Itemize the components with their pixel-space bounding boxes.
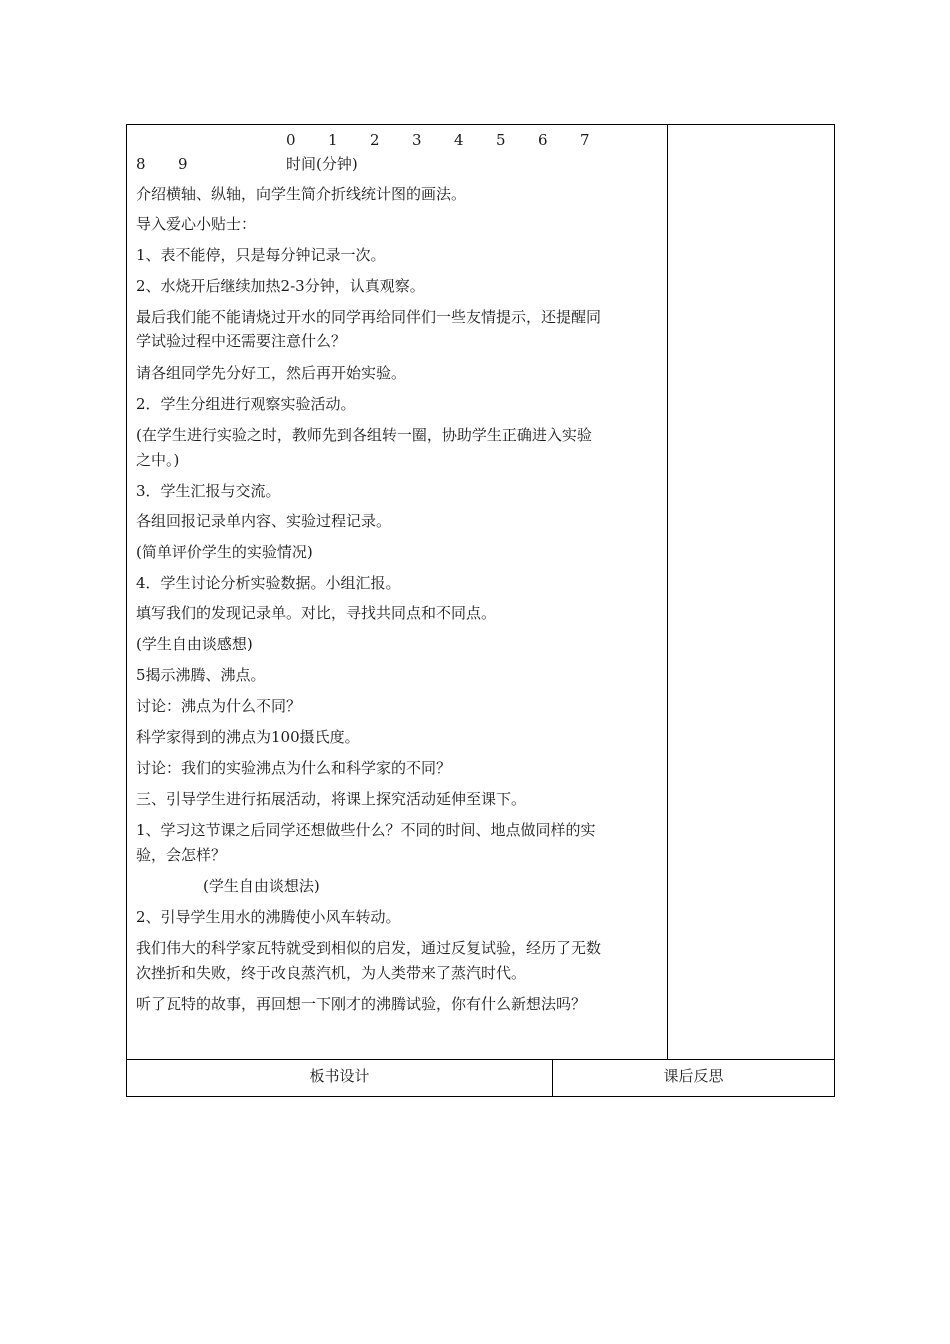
- text-line: 各组回报记录单内容、实验过程记录。: [136, 512, 392, 530]
- axis-tick: 2: [370, 131, 380, 149]
- reflection-cell: [553, 1060, 834, 1096]
- text-line: 4．学生讨论分析实验数据。小组汇报。: [136, 574, 401, 592]
- text-line: 听了瓦特的故事，再回想一下刚才的沸腾试验，你有什么新想法吗？: [136, 995, 587, 1013]
- text-line: (简单评价学生的实验情况): [136, 543, 313, 561]
- text-line: 导入爱心小贴士：: [136, 215, 257, 233]
- text-line: 3．学生汇报与交流。: [136, 482, 281, 500]
- text-line: 三、引导学生进行拓展活动，将课上探究活动延伸至课下。: [136, 790, 527, 808]
- axis-tick: 8: [136, 155, 146, 173]
- axis-label: 时间(分钟): [286, 155, 358, 173]
- text-line: 验，会怎样？: [136, 846, 227, 864]
- lesson-plan-table: [126, 124, 835, 1097]
- text-line: 讨论：我们的实验沸点为什么和科学家的不同？: [136, 759, 452, 777]
- text-line: 1、学习这节课之后同学还想做些什么？不同的时间、地点做同样的实: [136, 821, 596, 839]
- axis-tick: 6: [538, 131, 548, 149]
- text-line: 之中。): [136, 451, 180, 469]
- text-line: 介绍横轴、纵轴，向学生简介折线统计图的画法。: [136, 185, 467, 203]
- text-line: 2、水烧开后继续加热2-3分钟，认真观察。: [136, 277, 425, 295]
- board-design-label: 板书设计: [309, 1067, 370, 1085]
- text-line: 次挫折和失败，终于改良蒸汽机，为人类带来了蒸汽时代。: [136, 964, 527, 982]
- axis-tick: 3: [412, 131, 422, 149]
- text-line: 学试验过程中还需要注意什么？: [136, 332, 347, 350]
- board-design-cell: [127, 1060, 553, 1096]
- teaching-process-cell: [127, 125, 668, 1060]
- text-line: 2．学生分组进行观察实验活动。: [136, 395, 356, 413]
- side-notes-cell: [668, 125, 834, 1060]
- axis-tick: 1: [328, 131, 338, 149]
- axis-tick: 7: [580, 131, 590, 149]
- axis-tick: 4: [454, 131, 464, 149]
- text-line: 2、引导学生用水的沸腾使小风车转动。: [136, 908, 401, 926]
- text-line: (学生自由谈感想): [136, 635, 253, 653]
- text-line: (学生自由谈想法): [203, 877, 320, 895]
- axis-tick: 9: [178, 155, 188, 173]
- reflection-label: 课后反思: [663, 1067, 724, 1085]
- axis-tick: 0: [286, 131, 296, 149]
- text-line: (在学生进行实验之时，教师先到各组转一圈，协助学生正确进入实验: [136, 426, 592, 444]
- text-line: 填写我们的发现记录单。对比，寻找共同点和不同点。: [136, 604, 497, 622]
- text-line: 科学家得到的沸点为100摄氏度。: [136, 728, 360, 746]
- text-line: 我们伟大的科学家瓦特就受到相似的启发，通过反复试验，经历了无数: [136, 939, 602, 957]
- text-line: 请各组同学先分好工，然后再开始实验。: [136, 364, 407, 382]
- text-line: 5揭示沸腾、沸点。: [136, 666, 266, 684]
- axis-tick: 5: [496, 131, 506, 149]
- text-line: 最后我们能不能请烧过开水的同学再给同伴们一些友情提示，还提醒同: [136, 308, 602, 326]
- text-line: 讨论：沸点为什么不同？: [136, 697, 302, 715]
- text-line: 1、表不能停，只是每分钟记录一次。: [136, 246, 386, 264]
